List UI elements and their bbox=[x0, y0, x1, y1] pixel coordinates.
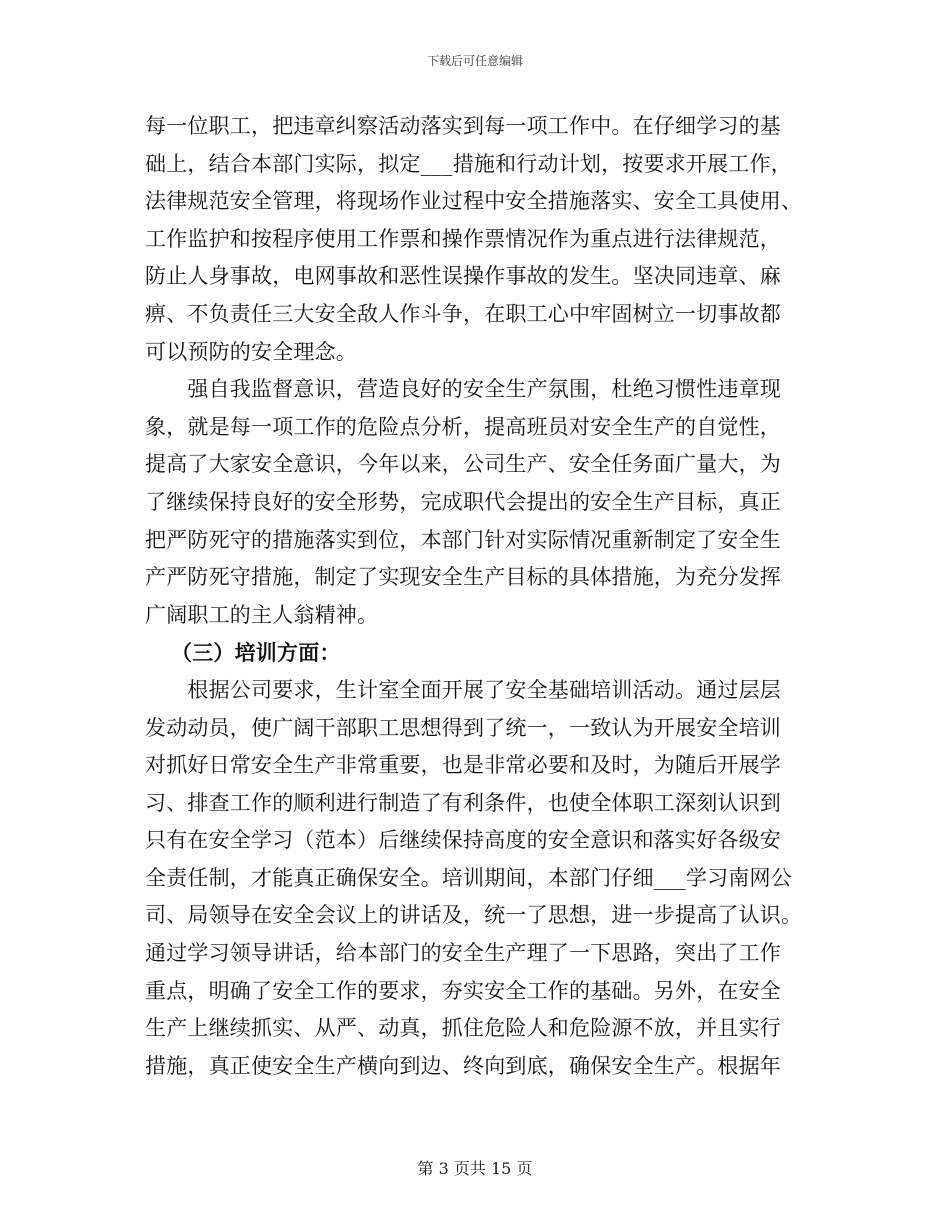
body-line: 习、排查工作的顺利进行制造了有利条件，也使全体职工深刻认识到 bbox=[145, 790, 781, 815]
body-line: 通过学习领导讲话，给本部门的安全生产理了一下思路，突出了工作 bbox=[145, 941, 781, 966]
body-line: 只有在安全学习（范本）后继续保持高度的安全意识和落实好各级安 bbox=[145, 828, 781, 853]
body-line: 产严防死守措施，制定了实现安全生产目标的具体措施，为充分发挥 bbox=[145, 565, 781, 590]
body-line: 广阔职工的主人翁精神。 bbox=[145, 602, 379, 627]
body-line: 司、局领导在安全会议上的讲话及，统一了思想，进一步提高了认识。 bbox=[145, 903, 803, 928]
body-line: 把严防死守的措施落实到位，本部门针对实际情况重新制定了安全生 bbox=[145, 527, 781, 552]
body-line: 痹、不负责任三大安全敌人作斗争，在职工心中牢固树立一切事故都 bbox=[145, 301, 781, 326]
body-line: 措施，真正使安全生产横向到边、终向到底，确保安全生产。根据年 bbox=[145, 1053, 781, 1078]
body-line: 象，就是每一项工作的危险点分析，提高班员对安全生产的自觉性， bbox=[145, 414, 781, 439]
body-line: 础上，结合本部门实际，拟定___措施和行动计划，按要求开展工作， bbox=[145, 151, 792, 176]
body-line: 根据公司要求，生计室全面开展了安全基础培训活动。通过层层 bbox=[145, 677, 781, 702]
body-line: 工作监护和按程序使用工作票和操作票情况作为重点进行法律规范， bbox=[145, 226, 781, 251]
body-line: 发动动员，使广阔干部职工思想得到了统一，一致认为开展安全培训 bbox=[145, 715, 781, 740]
section-heading: （三）培训方面： bbox=[171, 640, 341, 666]
body-line: 法律规范安全管理，将现场作业过程中安全措施落实、安全工具使用、 bbox=[145, 189, 803, 214]
body-line: 重点，明确了安全工作的要求，夯实安全工作的基础。另外，在安全 bbox=[145, 978, 781, 1003]
body-line: 可以预防的安全理念。 bbox=[145, 339, 357, 364]
document-body bbox=[145, 108, 815, 1085]
body-line: 防止人身事故，电网事故和恶性误操作事故的发生。坚决同违章、麻 bbox=[145, 264, 781, 289]
body-line: 每一位职工，把违章纠察活动落实到每一项工作中。在仔细学习的基 bbox=[145, 114, 781, 138]
body-line: 生产上继续抓实、从严、动真，抓住危险人和危险源不放，并且实行 bbox=[145, 1016, 781, 1041]
page-header: 下载后可任意编辑 bbox=[426, 54, 523, 68]
body-line: 了继续保持良好的安全形势，完成职代会提出的安全生产目标，真正 bbox=[145, 489, 781, 514]
page-footer: 第 3 页共 15 页 bbox=[417, 1159, 533, 1178]
body-line: 强自我监督意识，营造良好的安全生产氛围，杜绝习惯性违章现 bbox=[145, 377, 781, 402]
body-line: 对抓好日常安全生产非常重要，也是非常必要和及时，为随后开展学 bbox=[145, 753, 781, 778]
body-line: 全责任制，才能真正确保安全。培训期间，本部门仔细___学习南网公 bbox=[145, 865, 792, 890]
body-line: 提高了大家安全意识，今年以来，公司生产、安全任务面广量大，为 bbox=[145, 452, 781, 477]
